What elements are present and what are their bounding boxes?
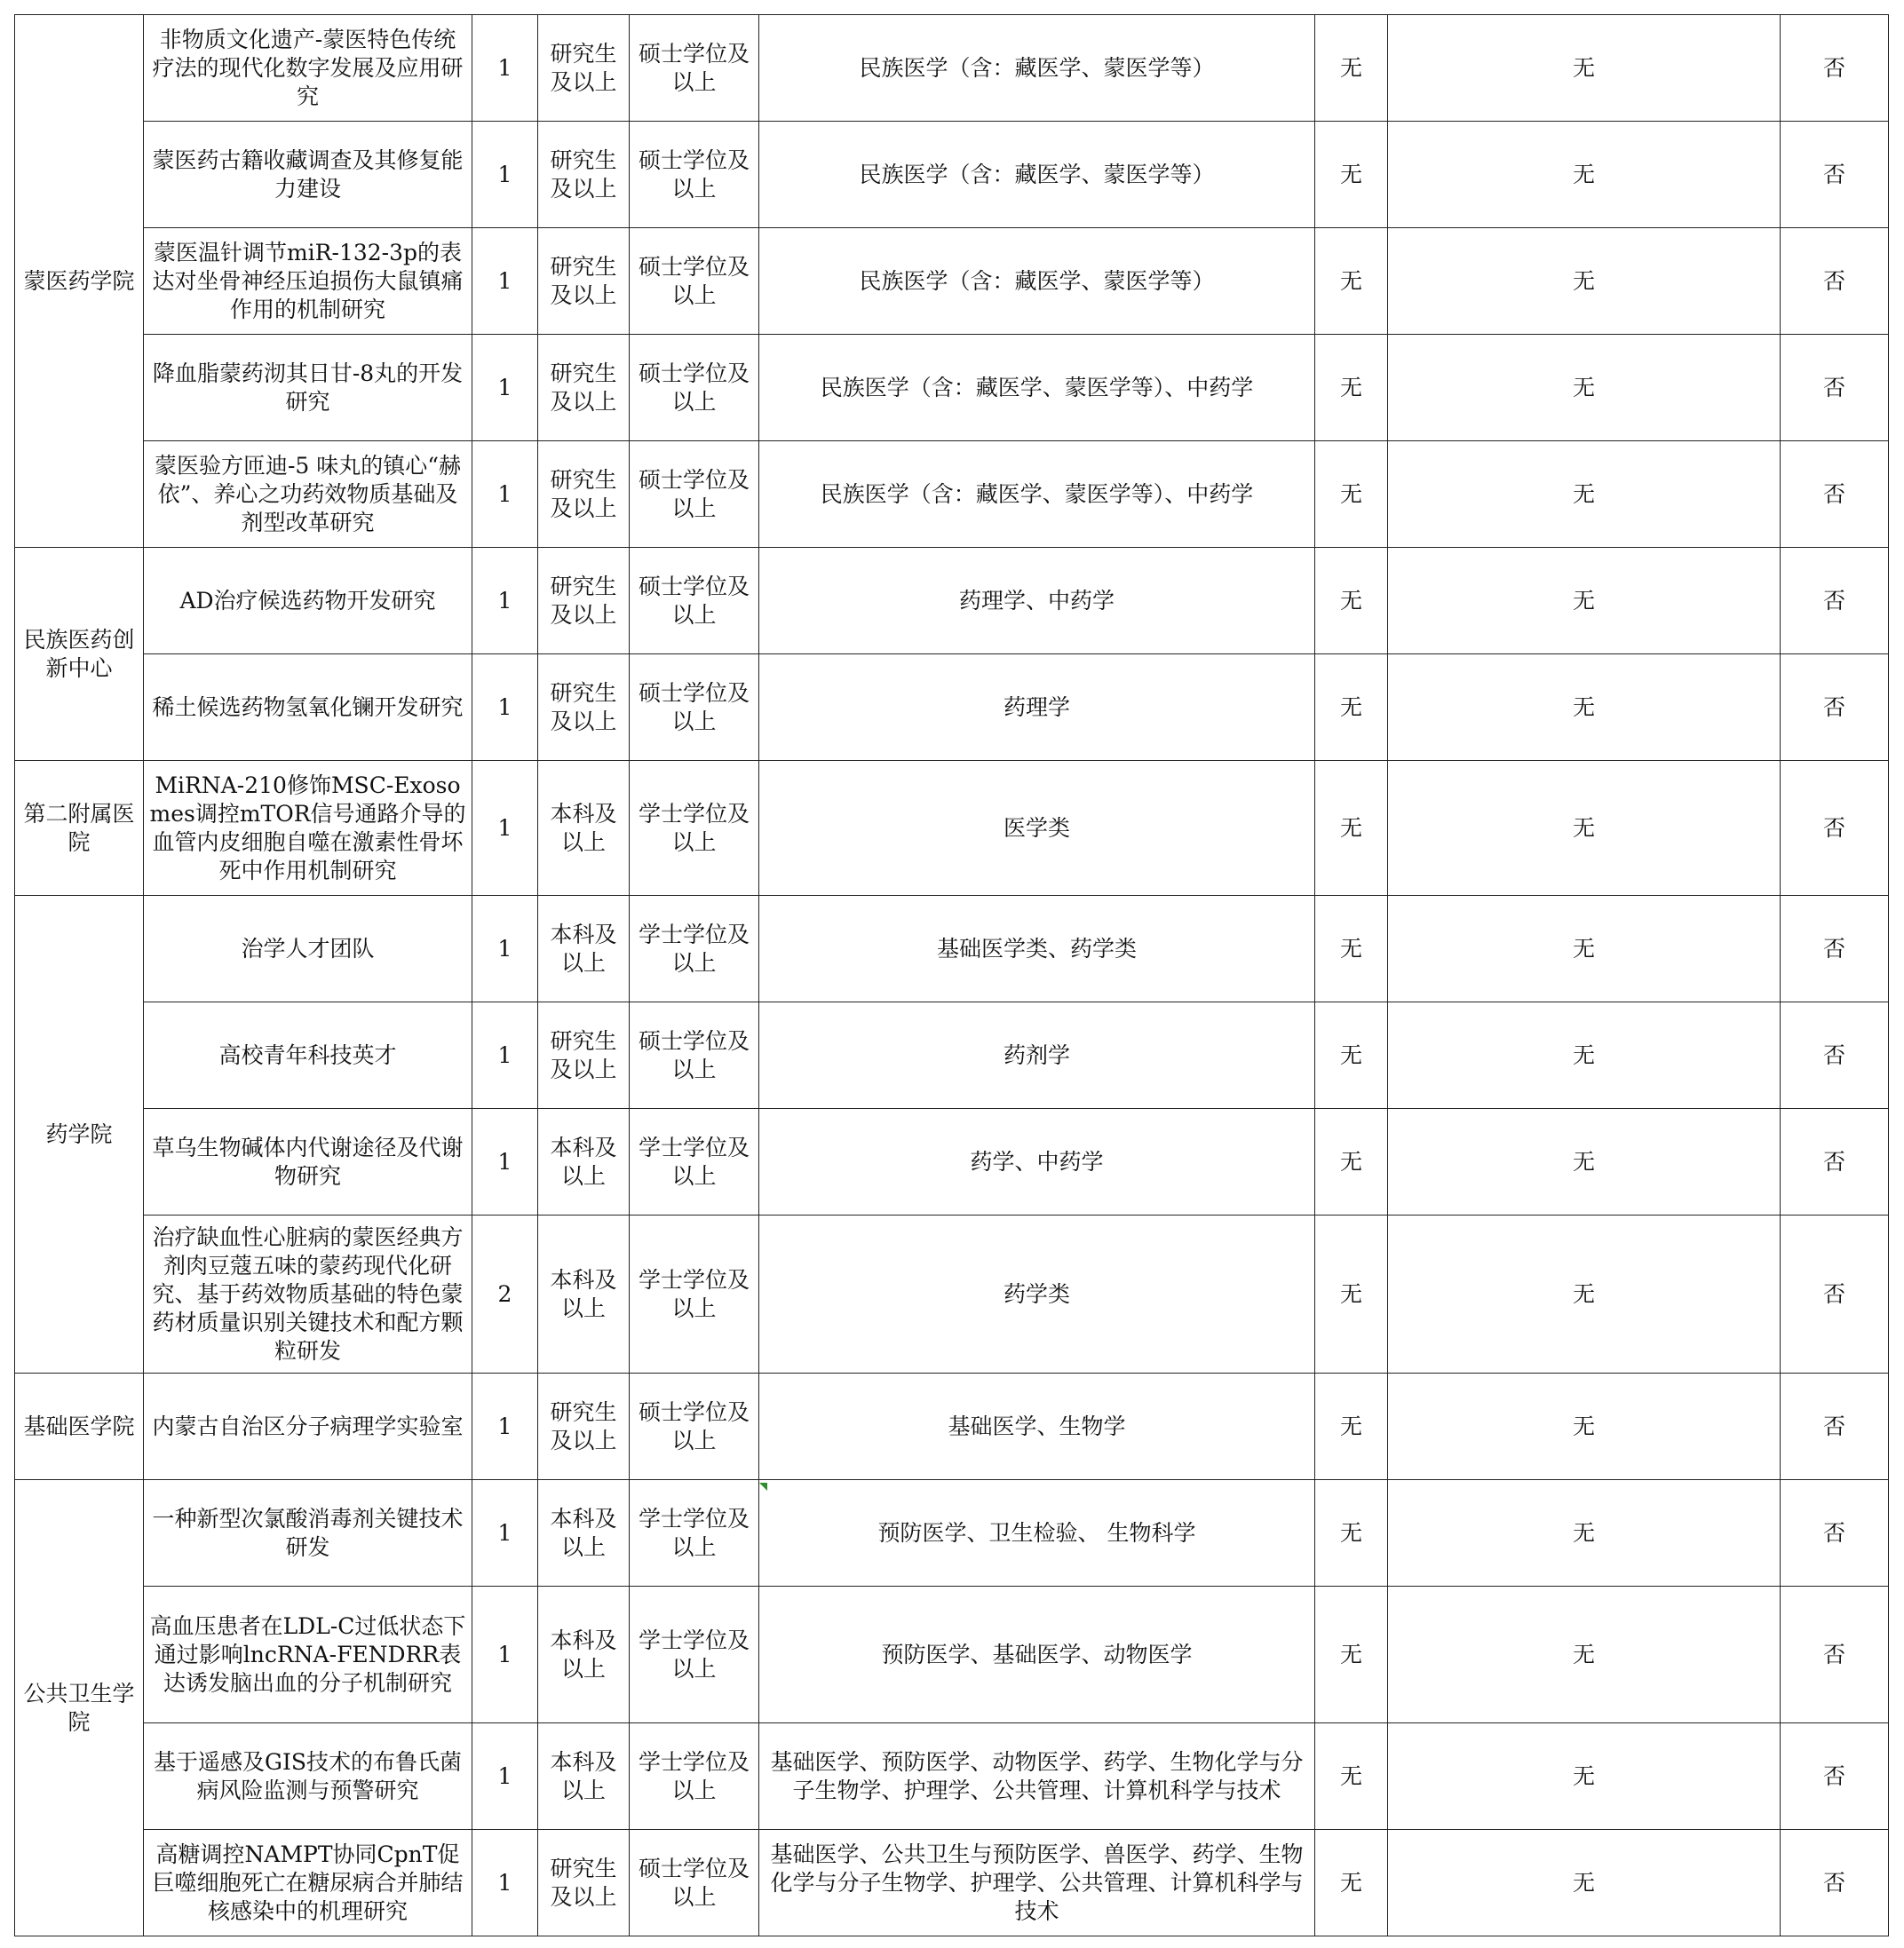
requirement-cell: 无 <box>1315 1480 1388 1587</box>
education-cell: 研究生及以上 <box>538 335 630 441</box>
major-cell: 民族医学（含：藏医学、蒙医学等） <box>759 122 1315 228</box>
requirement-cell: 无 <box>1315 122 1388 228</box>
other-requirement-cell: 无 <box>1388 228 1781 335</box>
other-requirement-cell: 无 <box>1388 1723 1781 1830</box>
degree-cell: 硕士学位及以上 <box>630 15 759 122</box>
degree-cell: 学士学位及以上 <box>630 1109 759 1216</box>
table-row <box>15 654 1889 761</box>
degree-cell: 硕士学位及以上 <box>630 1374 759 1480</box>
other-requirement-cell: 无 <box>1388 1830 1781 1936</box>
degree-cell: 学士学位及以上 <box>630 1480 759 1587</box>
education-cell: 研究生及以上 <box>538 548 630 654</box>
major-cell: 基础医学、公共卫生与预防医学、兽医学、药学、生物化学与分子生物学、护理学、公共管理、计算机科学与技术 <box>759 1830 1315 1936</box>
degree-cell: 硕士学位及以上 <box>630 1830 759 1936</box>
education-cell: 本科及以上 <box>538 761 630 896</box>
major-cell: 预防医学、卫生检验、 生物科学 <box>759 1480 1315 1587</box>
requirement-cell: 无 <box>1315 335 1388 441</box>
cell-comment-marker <box>759 1483 767 1491</box>
positions-table <box>14 14 1889 1936</box>
table-row <box>15 1830 1889 1936</box>
education-cell: 本科及以上 <box>538 1216 630 1374</box>
topic-cell: 降血脂蒙药沏其日甘-8丸的开发研究 <box>144 335 472 441</box>
education-cell: 研究生及以上 <box>538 654 630 761</box>
topic-cell: 高血压患者在LDL-C过低状态下通过影响lncRNA-FENDRR表达诱发脑出血的分子机制研究 <box>144 1587 472 1723</box>
table-row <box>15 548 1889 654</box>
count-cell: 1 <box>472 1587 538 1723</box>
major-cell: 预防医学、基础医学、动物医学 <box>759 1587 1315 1723</box>
table-row <box>15 1002 1889 1109</box>
topic-cell: MiRNA-210修饰MSC-Exosomes调控mTOR信号通路介导的血管内皮细胞自噬在激素性骨坏死中作用机制研究 <box>144 761 472 896</box>
major-cell: 民族医学（含：藏医学、蒙医学等） <box>759 228 1315 335</box>
degree-cell: 硕士学位及以上 <box>630 122 759 228</box>
major-cell: 药理学、中药学 <box>759 548 1315 654</box>
table-row <box>15 1374 1889 1480</box>
count-cell: 1 <box>472 1830 538 1936</box>
topic-cell: 蒙医温针调节miR-132-3p的表达对坐骨神经压迫损伤大鼠镇痛作用的机制研究 <box>144 228 472 335</box>
topic-cell: 蒙医药古籍收藏调查及其修复能力建设 <box>144 122 472 228</box>
major-cell: 民族医学（含：藏医学、蒙医学等）、中药学 <box>759 335 1315 441</box>
count-cell: 2 <box>472 1216 538 1374</box>
degree-cell: 学士学位及以上 <box>630 1723 759 1830</box>
major-cell: 药学、中药学 <box>759 1109 1315 1216</box>
topic-cell: 高糖调控NAMPT协同CpnT促巨噬细胞死亡在糖尿病合并肺结核感染中的机理研究 <box>144 1830 472 1936</box>
topic-cell: 非物质文化遗产-蒙医特色传统疗法的现代化数字发展及应用研究 <box>144 15 472 122</box>
education-cell: 研究生及以上 <box>538 1830 630 1936</box>
other-requirement-cell: 无 <box>1388 1109 1781 1216</box>
flag-cell: 否 <box>1781 122 1889 228</box>
flag-cell: 否 <box>1781 335 1889 441</box>
degree-cell: 学士学位及以上 <box>630 1216 759 1374</box>
count-cell: 1 <box>472 335 538 441</box>
table-row <box>15 1587 1889 1723</box>
flag-cell: 否 <box>1781 548 1889 654</box>
topic-cell: 高校青年科技英才 <box>144 1002 472 1109</box>
table-row <box>15 1216 1889 1374</box>
requirement-cell: 无 <box>1315 1109 1388 1216</box>
flag-cell: 否 <box>1781 761 1889 896</box>
flag-cell: 否 <box>1781 654 1889 761</box>
other-requirement-cell: 无 <box>1388 896 1781 1002</box>
unit-cell: 药学院 <box>15 896 144 1374</box>
major-cell: 药剂学 <box>759 1002 1315 1109</box>
requirement-cell: 无 <box>1315 1002 1388 1109</box>
flag-cell: 否 <box>1781 1216 1889 1374</box>
education-cell: 研究生及以上 <box>538 441 630 548</box>
other-requirement-cell: 无 <box>1388 761 1781 896</box>
degree-cell: 学士学位及以上 <box>630 1587 759 1723</box>
other-requirement-cell: 无 <box>1388 15 1781 122</box>
degree-cell: 学士学位及以上 <box>630 761 759 896</box>
other-requirement-cell: 无 <box>1388 1002 1781 1109</box>
unit-cell: 蒙医药学院 <box>15 15 144 548</box>
table-row <box>15 1480 1889 1587</box>
requirement-cell: 无 <box>1315 441 1388 548</box>
topic-cell: 一种新型次氯酸消毒剂关键技术研发 <box>144 1480 472 1587</box>
count-cell: 1 <box>472 1002 538 1109</box>
major-cell: 基础医学类、药学类 <box>759 896 1315 1002</box>
count-cell: 1 <box>472 1109 538 1216</box>
requirement-cell: 无 <box>1315 896 1388 1002</box>
count-cell: 1 <box>472 896 538 1002</box>
requirement-cell: 无 <box>1315 1723 1388 1830</box>
requirement-cell: 无 <box>1315 761 1388 896</box>
degree-cell: 硕士学位及以上 <box>630 441 759 548</box>
requirement-cell: 无 <box>1315 1830 1388 1936</box>
requirement-cell: 无 <box>1315 228 1388 335</box>
table-row <box>15 122 1889 228</box>
unit-cell: 民族医药创新中心 <box>15 548 144 761</box>
topic-cell: 草乌生物碱体内代谢途径及代谢物研究 <box>144 1109 472 1216</box>
count-cell: 1 <box>472 1374 538 1480</box>
degree-cell: 学士学位及以上 <box>630 896 759 1002</box>
flag-cell: 否 <box>1781 228 1889 335</box>
table-row <box>15 896 1889 1002</box>
degree-cell: 硕士学位及以上 <box>630 335 759 441</box>
education-cell: 研究生及以上 <box>538 122 630 228</box>
table-row <box>15 335 1889 441</box>
major-cell: 药学类 <box>759 1216 1315 1374</box>
degree-cell: 硕士学位及以上 <box>630 654 759 761</box>
major-cell: 基础医学、预防医学、动物医学、药学、生物化学与分子生物学、护理学、公共管理、计算机科学与技术 <box>759 1723 1315 1830</box>
table-row <box>15 441 1889 548</box>
table-row <box>15 15 1889 122</box>
topic-cell: 蒙医验方匝迪-5 味丸的镇心“赫依”、养心之功药效物质基础及剂型改革研究 <box>144 441 472 548</box>
table-row <box>15 1109 1889 1216</box>
education-cell: 本科及以上 <box>538 896 630 1002</box>
other-requirement-cell: 无 <box>1388 122 1781 228</box>
count-cell: 1 <box>472 548 538 654</box>
major-cell: 药理学 <box>759 654 1315 761</box>
topic-cell: 治学人才团队 <box>144 896 472 1002</box>
table-row <box>15 1723 1889 1830</box>
education-cell: 本科及以上 <box>538 1587 630 1723</box>
education-cell: 研究生及以上 <box>538 1002 630 1109</box>
requirement-cell: 无 <box>1315 1216 1388 1374</box>
education-cell: 本科及以上 <box>538 1109 630 1216</box>
flag-cell: 否 <box>1781 1002 1889 1109</box>
education-cell: 研究生及以上 <box>538 15 630 122</box>
requirement-cell: 无 <box>1315 548 1388 654</box>
degree-cell: 硕士学位及以上 <box>630 548 759 654</box>
count-cell: 1 <box>472 1480 538 1587</box>
topic-cell: AD治疗候选药物开发研究 <box>144 548 472 654</box>
major-cell: 民族医学（含：藏医学、蒙医学等） <box>759 15 1315 122</box>
major-cell: 民族医学（含：藏医学、蒙医学等）、中药学 <box>759 441 1315 548</box>
topic-cell: 基于遥感及GIS技术的布鲁氏菌病风险监测与预警研究 <box>144 1723 472 1830</box>
other-requirement-cell: 无 <box>1388 1216 1781 1374</box>
education-cell: 研究生及以上 <box>538 1374 630 1480</box>
topic-cell: 内蒙古自治区分子病理学实验室 <box>144 1374 472 1480</box>
flag-cell: 否 <box>1781 441 1889 548</box>
requirement-cell: 无 <box>1315 1374 1388 1480</box>
education-cell: 本科及以上 <box>538 1480 630 1587</box>
degree-cell: 硕士学位及以上 <box>630 1002 759 1109</box>
other-requirement-cell: 无 <box>1388 654 1781 761</box>
other-requirement-cell: 无 <box>1388 548 1781 654</box>
flag-cell: 否 <box>1781 1587 1889 1723</box>
major-cell: 医学类 <box>759 761 1315 896</box>
unit-cell: 基础医学院 <box>15 1374 144 1480</box>
unit-cell: 第二附属医院 <box>15 761 144 896</box>
other-requirement-cell: 无 <box>1388 1480 1781 1587</box>
count-cell: 1 <box>472 122 538 228</box>
topic-cell: 稀土候选药物氢氧化镧开发研究 <box>144 654 472 761</box>
degree-cell: 硕士学位及以上 <box>630 228 759 335</box>
count-cell: 1 <box>472 228 538 335</box>
flag-cell: 否 <box>1781 15 1889 122</box>
flag-cell: 否 <box>1781 1109 1889 1216</box>
count-cell: 1 <box>472 761 538 896</box>
other-requirement-cell: 无 <box>1388 1374 1781 1480</box>
other-requirement-cell: 无 <box>1388 335 1781 441</box>
table-row <box>15 761 1889 896</box>
flag-cell: 否 <box>1781 1480 1889 1587</box>
flag-cell: 否 <box>1781 1374 1889 1480</box>
count-cell: 1 <box>472 654 538 761</box>
requirement-cell: 无 <box>1315 1587 1388 1723</box>
requirement-cell: 无 <box>1315 15 1388 122</box>
education-cell: 本科及以上 <box>538 1723 630 1830</box>
flag-cell: 否 <box>1781 1723 1889 1830</box>
flag-cell: 否 <box>1781 1830 1889 1936</box>
topic-cell: 治疗缺血性心脏病的蒙医经典方剂肉豆蔻五味的蒙药现代化研究、基于药效物质基础的特色蒙药材质量识别关键技术和配方颗粒研发 <box>144 1216 472 1374</box>
major-cell: 基础医学、生物学 <box>759 1374 1315 1480</box>
other-requirement-cell: 无 <box>1388 1587 1781 1723</box>
count-cell: 1 <box>472 441 538 548</box>
education-cell: 研究生及以上 <box>538 228 630 335</box>
table-row <box>15 228 1889 335</box>
other-requirement-cell: 无 <box>1388 441 1781 548</box>
flag-cell: 否 <box>1781 896 1889 1002</box>
count-cell: 1 <box>472 15 538 122</box>
requirement-cell: 无 <box>1315 654 1388 761</box>
unit-cell: 公共卫生学院 <box>15 1480 144 1936</box>
count-cell: 1 <box>472 1723 538 1830</box>
